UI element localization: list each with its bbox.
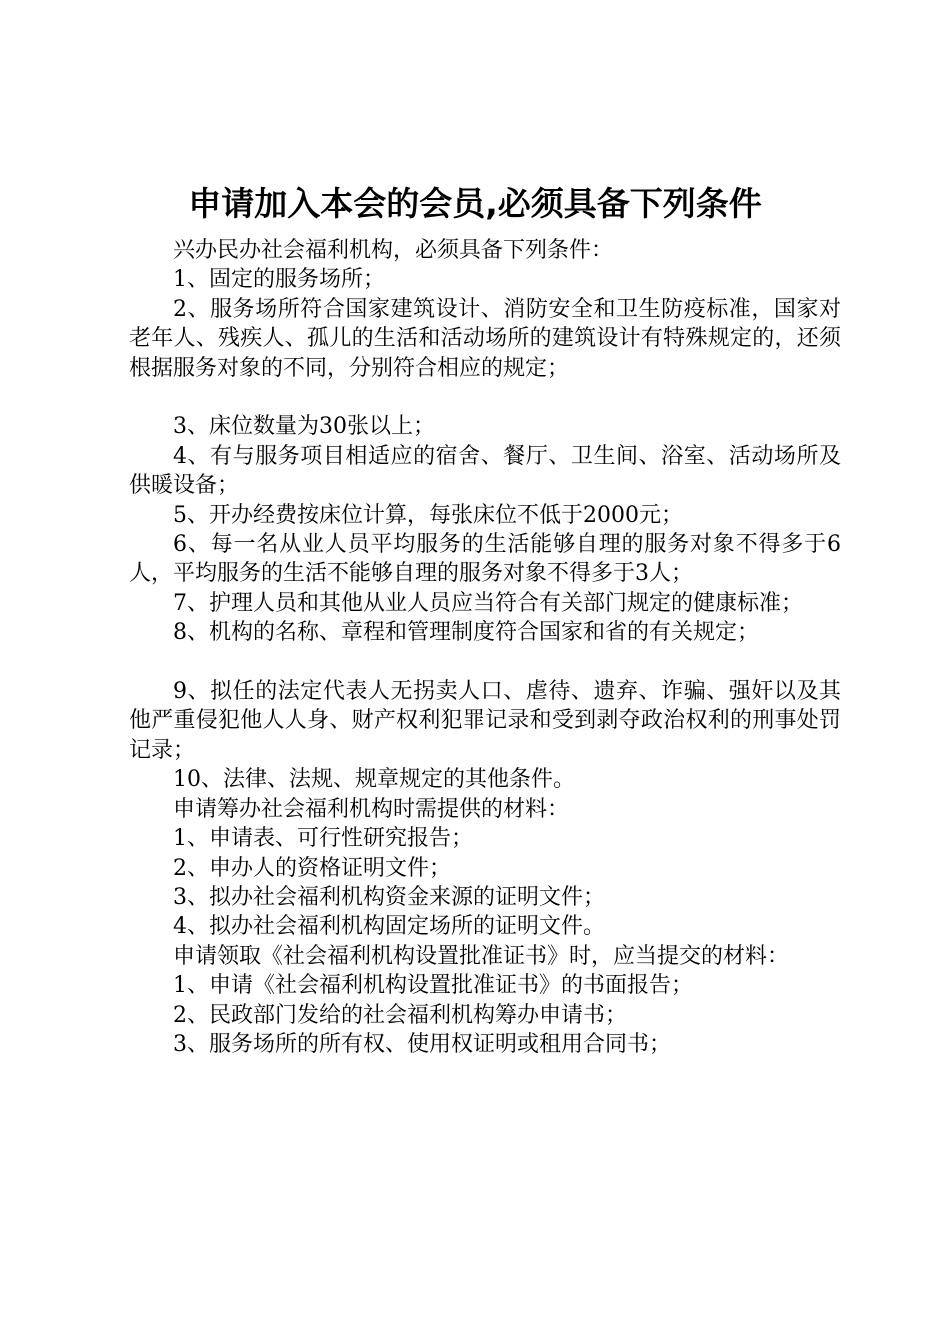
paragraph-certificate-3: 3、服务场所的所有权、使用权证明或租用合同书；: [173, 1031, 671, 1057]
paragraph-condition-5: 5、开办经费按床位计算，每张床位不低于2000元；: [173, 502, 683, 528]
paragraph-condition-8: 8、机构的名称、章程和管理制度符合国家和省的有关规定；: [173, 620, 759, 646]
paragraph-intro-certificate: 申请领取《社会福利机构设置批准证书》时，应当提交的材料：: [173, 943, 790, 969]
paragraph-condition-3: 3、床位数量为30张以上；: [173, 414, 435, 440]
paragraph-condition-7: 7、护理人员和其他从业人员应当符合有关部门规定的健康标准；: [173, 590, 803, 616]
paragraph-material-3: 3、拟办社会福利机构资金来源的证明文件；: [173, 884, 605, 910]
paragraph-condition-9: 9、拟任的法定代表人无拐卖人口、虐待、遗弃、诈骗、强奸以及其他严重侵犯他人人身、财产权利犯罪记录和受到剥夺政治权利的刑事处罚记录；: [129, 679, 841, 763]
paragraph-certificate-2: 2、民政部门发给的社会福利机构筹办申请书；: [173, 1002, 627, 1028]
paragraph-certificate-1: 1、申请《社会福利机构设置批准证书》的书面报告；: [173, 973, 693, 999]
paragraph-condition-2: 2、服务场所符合国家建筑设计、消防安全和卫生防疫标准，国家对老年人、残疾人、孤儿的生活和活动场所的建筑设计有特殊规定的，还须根据服务对象的不同，分别符合相应的规定；: [129, 296, 841, 381]
paragraph-material-4: 4、拟办社会福利机构固定场所的证明文件。: [173, 914, 605, 940]
paragraph-material-1: 1、申请表、可行性研究报告；: [173, 826, 473, 852]
document-body: [129, 236, 841, 1059]
paragraph-material-2: 2、申办人的资格证明文件；: [173, 855, 451, 881]
paragraph-condition-4: 4、有与服务项目相适应的宿舍、餐厅、卫生间、浴室、活动场所及供暖设备；: [129, 443, 841, 499]
paragraph-condition-10: 10、法律、法规、规章规定的其他条件。: [173, 767, 575, 793]
paragraph-condition-1: 1、固定的服务场所；: [173, 267, 385, 293]
paragraph-condition-6: 6、每一名从业人员平均服务的生活能够自理的服务对象不得多于6人，平均服务的生活不能够自理的服务对象不得多于3人；: [129, 532, 841, 587]
document-title: 申请加入本会的会员,必须具备下列条件: [188, 184, 762, 223]
paragraph-intro-conditions: 兴办民办社会福利机构，必须具备下列条件：: [173, 238, 614, 263]
paragraph-intro-materials: 申请筹办社会福利机构时需提供的材料：: [173, 796, 570, 822]
